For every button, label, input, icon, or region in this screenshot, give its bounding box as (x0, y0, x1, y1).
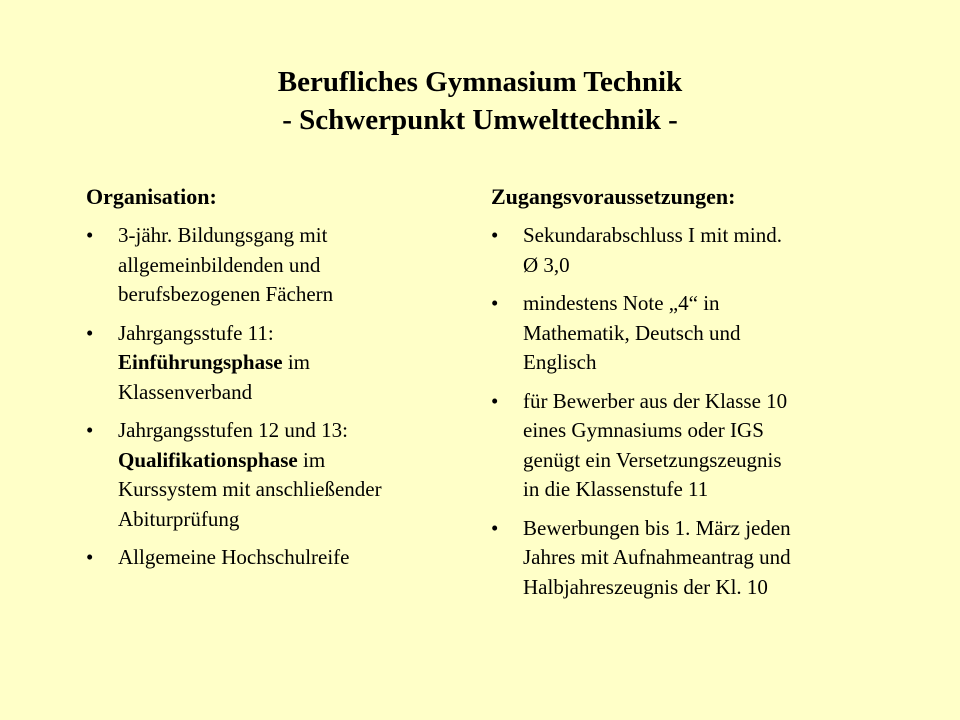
item-text-line: Englisch (523, 350, 597, 374)
item-text-line: Sekundarabschluss I mit mind. (523, 223, 782, 247)
bullet-icon: • (491, 388, 499, 413)
bullet-icon: • (86, 320, 94, 345)
item-text-line: Bewerbungen bis 1. März jeden (523, 515, 791, 540)
organisation-heading: Organisation: (86, 184, 217, 209)
page-title (0, 63, 960, 139)
item-text-line: Mathematik, Deutsch und (523, 320, 741, 345)
organisation-list (86, 221, 466, 573)
bullet-icon: • (86, 418, 94, 442)
item-emphasis: Qualifikationsphase (118, 447, 298, 472)
item-text-line: Jahres mit Aufnahmeantrag und (523, 545, 791, 569)
item-text-line: Jahrgangsstufen 12 und 13: (118, 418, 349, 442)
item-text-line: allgemeinbildenden und (118, 252, 321, 277)
item-text-line: eines Gymnasiums oder IGS (523, 418, 764, 442)
list-item (491, 289, 881, 378)
item-text-line: Halbjahreszeugnis der Kl. 10 (523, 574, 768, 599)
item-text-line: Jahrgangsstufe 11: (118, 320, 274, 345)
item-emphasis: Einführungsphase (118, 350, 283, 374)
item-text-line: Allgemeine Hochschulreife (118, 545, 350, 569)
item-text-line: Ø 3,0 (523, 252, 570, 277)
item-text-line: 3-jähr. Bildungsgang mit (118, 223, 328, 247)
organisation-column (86, 182, 466, 582)
item-text-line: genügt ein Versetzungszeugnis (523, 447, 782, 472)
item-text-line: in die Klassenstufe 11 (523, 477, 709, 501)
item-text-line: Kurssystem mit anschließender (118, 477, 382, 501)
item-text-line: berufsbezogenen Fächern (118, 282, 334, 306)
bullet-icon: • (491, 291, 499, 315)
bullet-icon: • (491, 515, 499, 540)
item-text-line: mindestens Note „4“ in (523, 291, 720, 315)
zugangsvoraussetzungen-heading: Zugangsvoraussetzungen: (491, 184, 736, 209)
list-item (491, 514, 881, 603)
item-text-line: Klassenverband (118, 379, 253, 404)
bullet-icon: • (86, 223, 94, 247)
bullet-icon: • (86, 545, 94, 569)
zugangsvoraussetzungen-column (491, 182, 881, 611)
list-item (491, 221, 881, 280)
list-item (86, 221, 466, 310)
zugangsvoraussetzungen-list (491, 221, 881, 602)
item-text-line: Abiturprüfung (118, 506, 240, 531)
list-item (86, 319, 466, 408)
item-text-line: im (297, 447, 326, 472)
item-text-line: im (282, 350, 310, 374)
list-item (491, 387, 881, 505)
list-item (86, 543, 466, 573)
bullet-icon: • (491, 223, 499, 247)
title-line-1: Berufliches Gymnasium Technik (277, 66, 683, 98)
title-line-2: - Schwerpunkt Umwelttechnik - (282, 104, 678, 136)
item-text-line: für Bewerber aus der Klasse 10 (523, 388, 788, 413)
list-item (86, 416, 466, 534)
